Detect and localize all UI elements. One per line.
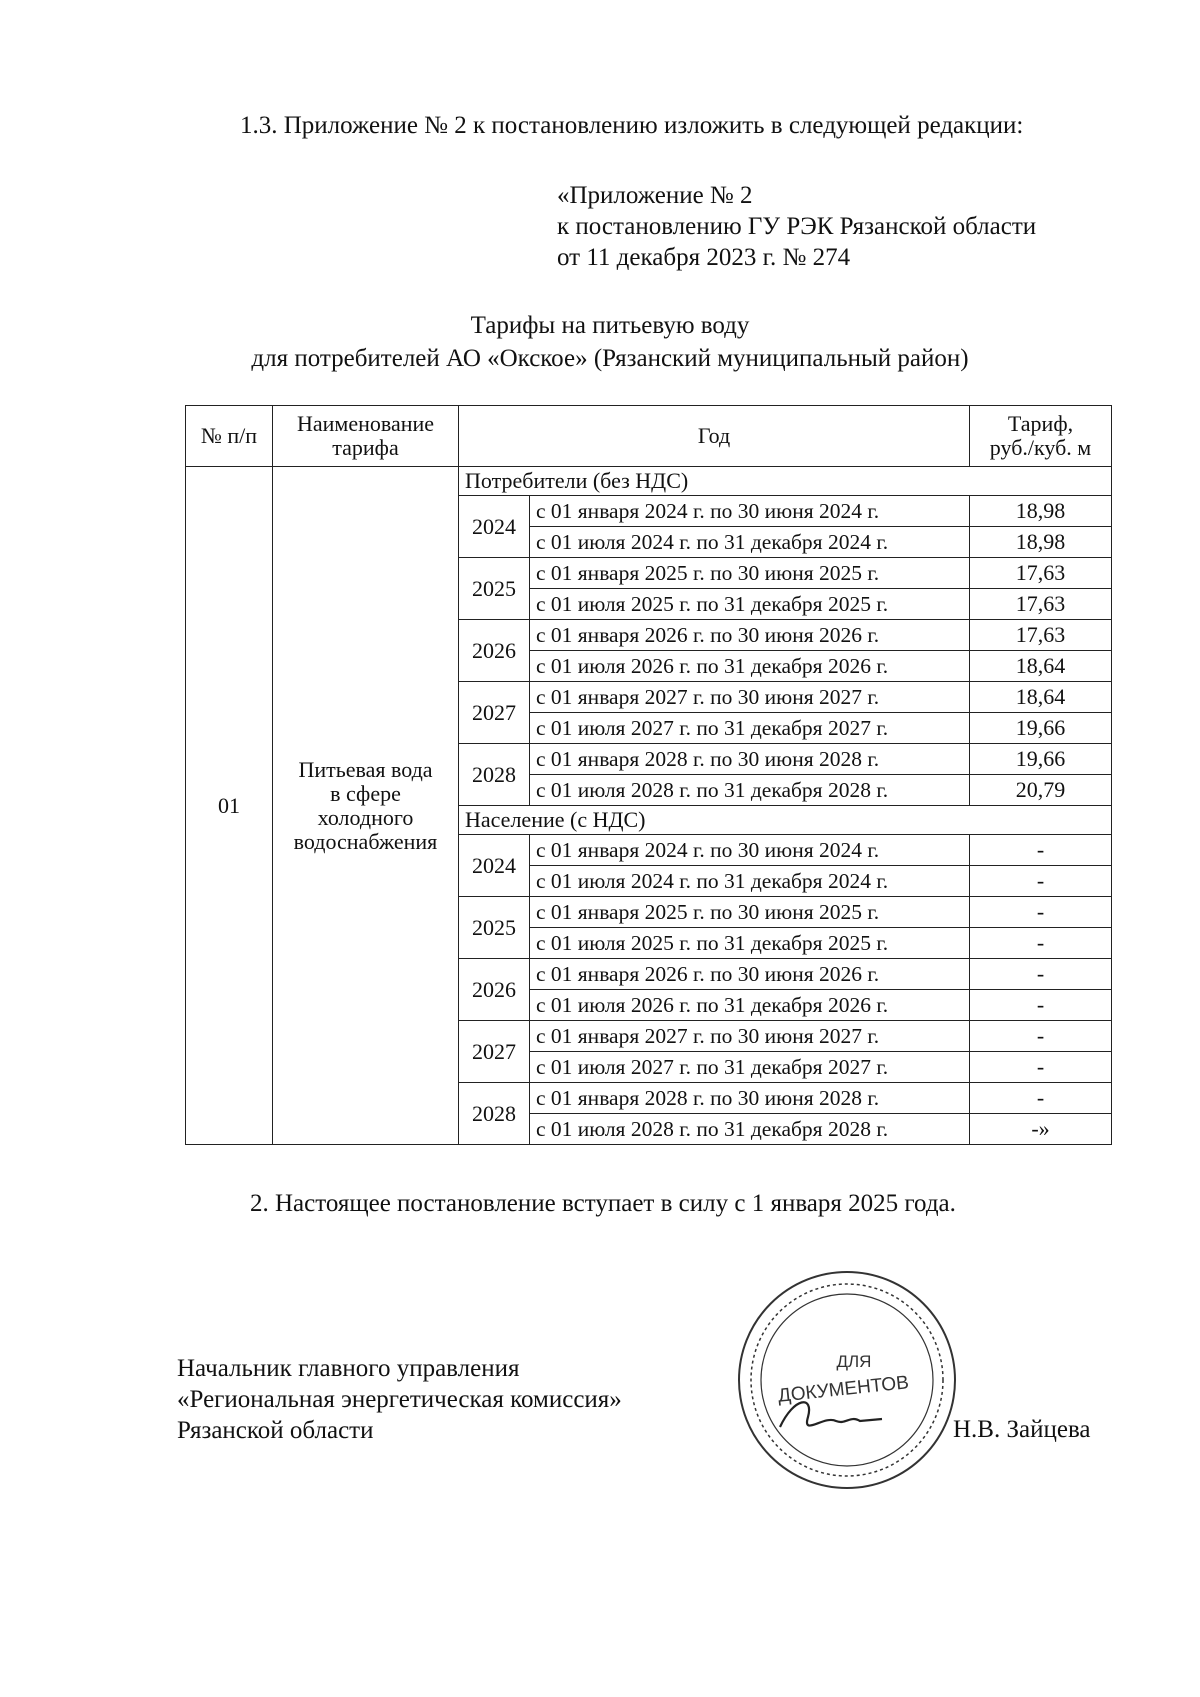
tariff-name [273, 467, 459, 1145]
year-cell: 2028 [459, 744, 530, 806]
appendix-line-1: «Приложение № 2 [557, 182, 753, 209]
tariff-value-cell: - [970, 1021, 1112, 1052]
period-cell: с 01 января 2026 г. по 30 июня 2026 г. [530, 959, 970, 990]
year-cell: 2025 [459, 558, 530, 620]
section-title: Потребители (без НДС) [459, 467, 1112, 496]
header-tariff [970, 406, 1112, 467]
period-cell: с 01 января 2024 г. по 30 июня 2024 г. [530, 496, 970, 527]
period-cell: с 01 июля 2026 г. по 31 декабря 2026 г. [530, 651, 970, 682]
header-tariff-line-1: Тариф, [1007, 411, 1074, 436]
signature-line-2: «Региональная энергетическая комиссия» [177, 1386, 622, 1413]
tariff-value-cell: - [970, 1083, 1112, 1114]
tariff-name-line-1: Питьевая вода [298, 756, 433, 782]
period-cell: с 01 января 2026 г. по 30 июня 2026 г. [530, 620, 970, 651]
tariff-value-cell: - [970, 990, 1112, 1021]
signature-line-3: Рязанской области [177, 1417, 374, 1444]
tariff-value-cell: 18,98 [970, 496, 1112, 527]
tariff-value-cell: - [970, 835, 1112, 866]
period-cell: с 01 июля 2024 г. по 31 декабря 2024 г. [530, 866, 970, 897]
period-cell: с 01 июля 2025 г. по 31 декабря 2025 г. [530, 928, 970, 959]
tariff-value-cell: 20,79 [970, 775, 1112, 806]
header-name [273, 406, 459, 467]
tariff-value-cell: - [970, 928, 1112, 959]
section-row [186, 467, 1112, 496]
tariff-name-line-3: холодного [317, 804, 414, 830]
section-title: Население (с НДС) [459, 806, 1112, 835]
stamp-text-1: ДЛЯ [836, 1352, 872, 1371]
signer-name: Н.В. Зайцева [953, 1416, 1091, 1443]
tariff-value-cell: 18,64 [970, 682, 1112, 713]
tariff-value-cell: - [970, 897, 1112, 928]
period-cell: с 01 января 2028 г. по 30 июня 2028 г. [530, 744, 970, 775]
tariff-value-cell: -» [970, 1114, 1112, 1145]
period-cell: с 01 января 2024 г. по 30 июня 2024 г. [530, 835, 970, 866]
year-cell: 2025 [459, 897, 530, 959]
period-cell: с 01 июля 2028 г. по 31 декабря 2028 г. [530, 1114, 970, 1145]
stamp-text-2: ДОКУМЕНТОВ [776, 1372, 910, 1407]
appendix-line-2: к постановлению ГУ РЭК Рязанской области [557, 213, 1037, 240]
period-cell: с 01 января 2027 г. по 30 июня 2027 г. [530, 1021, 970, 1052]
tariff-value-cell: 19,66 [970, 713, 1112, 744]
period-cell: с 01 января 2025 г. по 30 июня 2025 г. [530, 558, 970, 589]
tariff-value-cell: 19,66 [970, 744, 1112, 775]
title-line-1: Тарифы на питьевую воду [470, 312, 750, 339]
year-cell: 2026 [459, 620, 530, 682]
tariff-value-cell: 17,63 [970, 589, 1112, 620]
tariff-name-line-4: водоснабжения [293, 828, 438, 854]
header-num: № п/п [186, 406, 273, 467]
year-cell: 2027 [459, 682, 530, 744]
tariff-value-cell: 17,63 [970, 558, 1112, 589]
intro-paragraph: 1.3. Приложение № 2 к постановлению изложить в следующей редакции: [240, 112, 1024, 139]
signature-block [177, 1353, 622, 1446]
period-cell: с 01 января 2028 г. по 30 июня 2028 г. [530, 1083, 970, 1114]
period-cell: с 01 июля 2027 г. по 31 декабря 2027 г. [530, 1052, 970, 1083]
appendix-line-3: от 11 декабря 2023 г. № 274 [557, 244, 851, 271]
signature-line-1: Начальник главного управления [177, 1355, 520, 1382]
header-name-line-1: Наименование [296, 411, 435, 436]
row-number: 01 [186, 467, 273, 1145]
appendix-header [557, 180, 1036, 273]
period-cell: с 01 января 2027 г. по 30 июня 2027 г. [530, 682, 970, 713]
year-cell: 2026 [459, 959, 530, 1021]
final-paragraph: 2. Настоящее постановление вступает в силу с 1 января 2025 года. [250, 1190, 956, 1217]
header-year: Год [459, 406, 970, 467]
period-cell: с 01 июля 2028 г. по 31 декабря 2028 г. [530, 775, 970, 806]
period-cell: с 01 июля 2024 г. по 31 декабря 2024 г. [530, 527, 970, 558]
header-tariff-line-2: руб./куб. м [989, 435, 1092, 460]
header-name-line-2: тарифа [332, 435, 399, 460]
tariff-value-cell: 18,64 [970, 651, 1112, 682]
period-cell: с 01 июля 2027 г. по 31 декабря 2027 г. [530, 713, 970, 744]
tariff-name-line-2: в сфере [330, 780, 401, 806]
tariff-value-cell: 18,98 [970, 527, 1112, 558]
year-cell: 2024 [459, 835, 530, 897]
year-cell: 2024 [459, 496, 530, 558]
handwritten-signature [780, 1402, 882, 1427]
tariff-value-cell: 17,63 [970, 620, 1112, 651]
document-title [180, 309, 1040, 375]
tariff-table [185, 405, 1112, 1145]
period-cell: с 01 июля 2026 г. по 31 декабря 2026 г. [530, 990, 970, 1021]
title-line-2: для потребителей АО «Окское» (Рязанский муниципальный район) [251, 345, 969, 372]
year-cell: 2027 [459, 1021, 530, 1083]
tariff-value-cell: - [970, 959, 1112, 990]
tariff-value-cell: - [970, 866, 1112, 897]
table-header-row [186, 406, 1112, 467]
tariff-value-cell: - [970, 1052, 1112, 1083]
year-cell: 2028 [459, 1083, 530, 1145]
period-cell: с 01 января 2025 г. по 30 июня 2025 г. [530, 897, 970, 928]
period-cell: с 01 июля 2025 г. по 31 декабря 2025 г. [530, 589, 970, 620]
official-stamp [732, 1265, 962, 1495]
